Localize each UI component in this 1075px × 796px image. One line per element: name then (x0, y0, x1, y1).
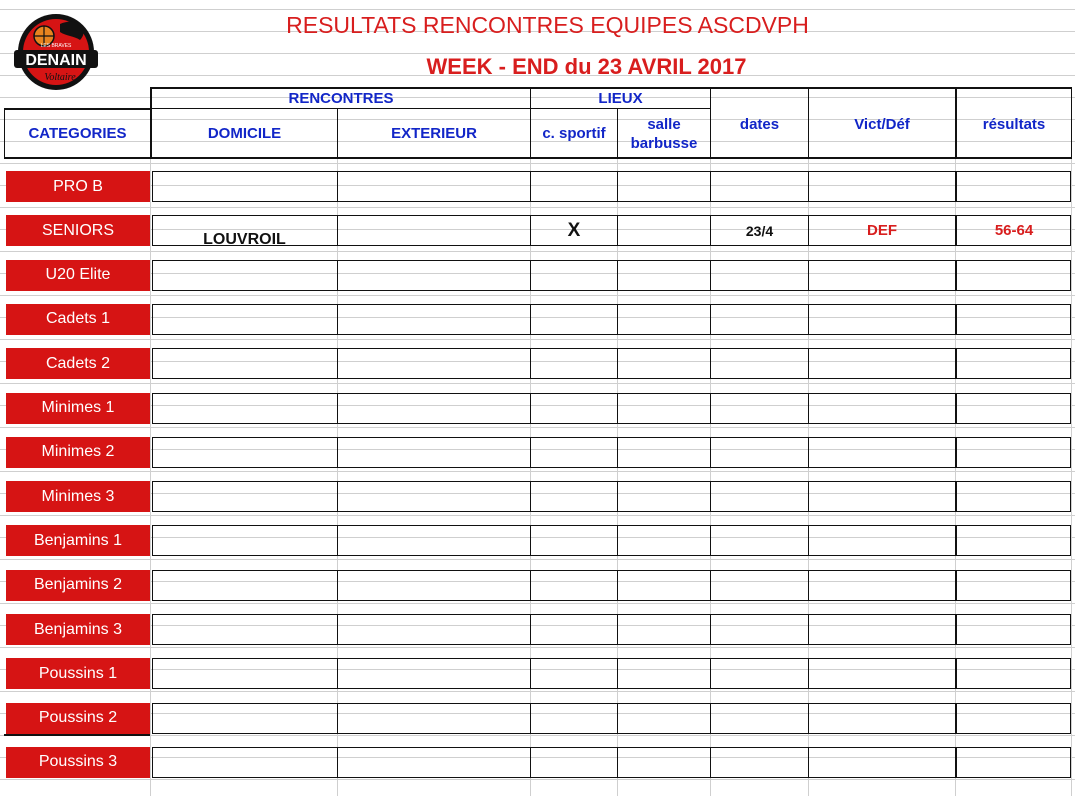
date-cell[interactable] (711, 614, 808, 645)
vict-def-cell[interactable] (809, 570, 955, 601)
header-exterieur: EXTERIEUR (391, 125, 477, 142)
salle-barbusse-cell[interactable] (618, 658, 710, 689)
header-mid-line-left (150, 108, 530, 109)
date-cell[interactable] (711, 747, 808, 778)
vict-def-cell[interactable] (809, 393, 955, 424)
resultat-cell[interactable]: 56-64 (994, 222, 1034, 240)
c-sportif-cell[interactable] (531, 481, 617, 512)
salle-barbusse-cell[interactable] (618, 260, 710, 291)
salle-barbusse-cell[interactable] (618, 747, 710, 778)
domicile-cell[interactable] (152, 402, 337, 433)
resultat-cell[interactable] (957, 260, 1071, 291)
exterieur-cell[interactable] (338, 393, 530, 424)
svg-text:Voltaire: Voltaire (44, 72, 76, 83)
c-sportif-cell[interactable]: X (567, 219, 581, 241)
gridline (710, 158, 711, 796)
header-lieux: LIEUX (598, 90, 643, 107)
c-sportif-cell[interactable] (531, 260, 617, 291)
date-cell[interactable] (711, 570, 808, 601)
gridline (808, 158, 809, 796)
category-label: Poussins 3 (6, 747, 150, 778)
exterieur-cell[interactable] (338, 614, 530, 645)
c-sportif-cell[interactable] (531, 171, 617, 202)
date-cell[interactable] (711, 171, 808, 202)
exterieur-cell[interactable] (338, 481, 530, 512)
resultat-cell[interactable] (957, 703, 1071, 734)
salle-barbusse-cell[interactable] (618, 525, 710, 556)
svg-text:LES BRAVES: LES BRAVES (40, 43, 72, 49)
exterieur-cell[interactable] (338, 215, 530, 246)
date-cell[interactable]: 23/4 (745, 222, 774, 239)
salle-barbusse-cell[interactable] (618, 215, 710, 246)
category-label: Cadets 1 (6, 304, 150, 335)
gridline (150, 158, 151, 796)
domicile-cell[interactable] (152, 269, 337, 300)
category-label: Benjamins 3 (6, 614, 150, 645)
c-sportif-cell[interactable] (531, 570, 617, 601)
salle-barbusse-cell[interactable] (618, 171, 710, 202)
header-mid-line (530, 108, 710, 109)
gridline (955, 158, 956, 796)
vict-def-cell[interactable] (809, 348, 955, 379)
vict-def-cell[interactable] (809, 747, 955, 778)
header-domicile: DOMICILE (207, 125, 282, 142)
salle-barbusse-cell[interactable] (618, 393, 710, 424)
date-cell[interactable] (711, 348, 808, 379)
date-cell[interactable] (711, 481, 808, 512)
resultat-cell[interactable] (957, 525, 1071, 556)
vict-def-cell[interactable] (809, 304, 955, 335)
svg-text:DENAIN: DENAIN (25, 52, 87, 69)
salle-barbusse-cell[interactable] (618, 348, 710, 379)
date-cell[interactable] (711, 437, 808, 468)
gridline (337, 158, 338, 796)
exterieur-cell[interactable] (338, 570, 530, 601)
domicile-cell[interactable] (152, 712, 337, 743)
salle-barbusse-cell[interactable] (618, 304, 710, 335)
domicile-cell[interactable] (152, 490, 337, 521)
category-label: Cadets 2 (6, 348, 150, 379)
vict-def-cell[interactable] (809, 260, 955, 291)
salle-barbusse-cell[interactable] (618, 481, 710, 512)
category-label: Minimes 2 (6, 437, 150, 468)
resultat-cell[interactable] (957, 393, 1071, 424)
date-cell[interactable] (711, 658, 808, 689)
gridline (0, 163, 1075, 164)
vict-def-cell[interactable] (809, 614, 955, 645)
page-subtitle: WEEK - END du 23 AVRIL 2017 (426, 54, 747, 79)
domicile-cell[interactable] (152, 313, 337, 344)
domicile-cell[interactable] (152, 534, 337, 565)
category-label: Poussins 2 (6, 703, 150, 734)
c-sportif-cell[interactable] (531, 747, 617, 778)
c-sportif-cell[interactable] (531, 437, 617, 468)
vict-def-cell[interactable] (809, 525, 955, 556)
exterieur-cell[interactable] (338, 348, 530, 379)
header-vline (1071, 87, 1072, 158)
exterieur-cell[interactable] (338, 525, 530, 556)
exterieur-cell[interactable] (338, 171, 530, 202)
header-c-sportif: c. sportif (542, 125, 606, 142)
exterieur-cell[interactable] (338, 260, 530, 291)
domicile-cell[interactable] (152, 357, 337, 388)
header-rencontres: RENCONTRES (288, 90, 394, 107)
domicile-cell[interactable] (152, 667, 337, 698)
domicile-cell[interactable] (152, 446, 337, 477)
vict-def-cell[interactable] (809, 481, 955, 512)
c-sportif-cell[interactable] (531, 658, 617, 689)
c-sportif-cell[interactable] (531, 525, 617, 556)
header-resultats: résultats (982, 115, 1046, 133)
vict-def-cell[interactable] (809, 171, 955, 202)
domicile-cell[interactable] (152, 180, 337, 211)
gridline (0, 9, 1075, 10)
exterieur-cell[interactable] (338, 658, 530, 689)
c-sportif-cell[interactable] (531, 703, 617, 734)
salle-barbusse-cell[interactable] (618, 703, 710, 734)
domicile-cell[interactable]: LOUVROIL (203, 230, 286, 248)
bottom-left-line (4, 734, 150, 736)
exterieur-cell[interactable] (338, 304, 530, 335)
c-sportif-cell[interactable] (531, 393, 617, 424)
header-vict-def: Vict/Déf (854, 115, 910, 133)
header-categories: CATEGORIES (28, 125, 127, 142)
resultat-cell[interactable] (957, 481, 1071, 512)
exterieur-cell[interactable] (338, 437, 530, 468)
gridline (530, 158, 531, 796)
c-sportif-cell[interactable] (531, 348, 617, 379)
page-title: RESULTATS RENCONTRES EQUIPES ASCDVPH (286, 12, 809, 38)
category-label: Benjamins 2 (6, 570, 150, 601)
c-sportif-cell[interactable] (531, 304, 617, 335)
header-salle-barbusse: salle barbusse (630, 115, 698, 152)
category-label: Minimes 3 (6, 481, 150, 512)
resultat-cell[interactable] (957, 658, 1071, 689)
vict-def-cell[interactable] (809, 703, 955, 734)
vict-def-cell[interactable] (809, 658, 955, 689)
gridline (1071, 158, 1072, 796)
date-cell[interactable] (711, 304, 808, 335)
vict-def-cell[interactable] (809, 437, 955, 468)
category-label: SENIORS (6, 215, 150, 246)
domicile-cell[interactable] (152, 579, 337, 610)
c-sportif-cell[interactable] (531, 614, 617, 645)
resultat-cell[interactable] (957, 747, 1071, 778)
resultat-cell[interactable] (957, 437, 1071, 468)
gridline (617, 158, 618, 796)
domicile-cell[interactable] (152, 623, 337, 654)
resultat-cell[interactable] (957, 348, 1071, 379)
category-label: Benjamins 1 (6, 525, 150, 556)
salle-barbusse-cell[interactable] (618, 614, 710, 645)
category-label: U20 Elite (6, 260, 150, 291)
date-cell[interactable] (711, 703, 808, 734)
resultat-cell[interactable] (957, 304, 1071, 335)
date-cell[interactable] (711, 393, 808, 424)
resultat-cell[interactable] (957, 570, 1071, 601)
salle-barbusse-cell[interactable] (618, 570, 710, 601)
vict-def-cell[interactable]: DEF (867, 222, 897, 240)
resultat-cell[interactable] (957, 171, 1071, 202)
category-label: PRO B (6, 171, 150, 202)
exterieur-cell[interactable] (338, 703, 530, 734)
category-label: Poussins 1 (6, 658, 150, 689)
category-label: Minimes 1 (6, 393, 150, 424)
salle-barbusse-cell[interactable] (618, 437, 710, 468)
header-dates: dates (739, 115, 780, 133)
date-cell[interactable] (711, 260, 808, 291)
resultat-cell[interactable] (957, 614, 1071, 645)
date-cell[interactable] (711, 525, 808, 556)
domicile-cell[interactable] (152, 756, 337, 787)
exterieur-cell[interactable] (338, 747, 530, 778)
